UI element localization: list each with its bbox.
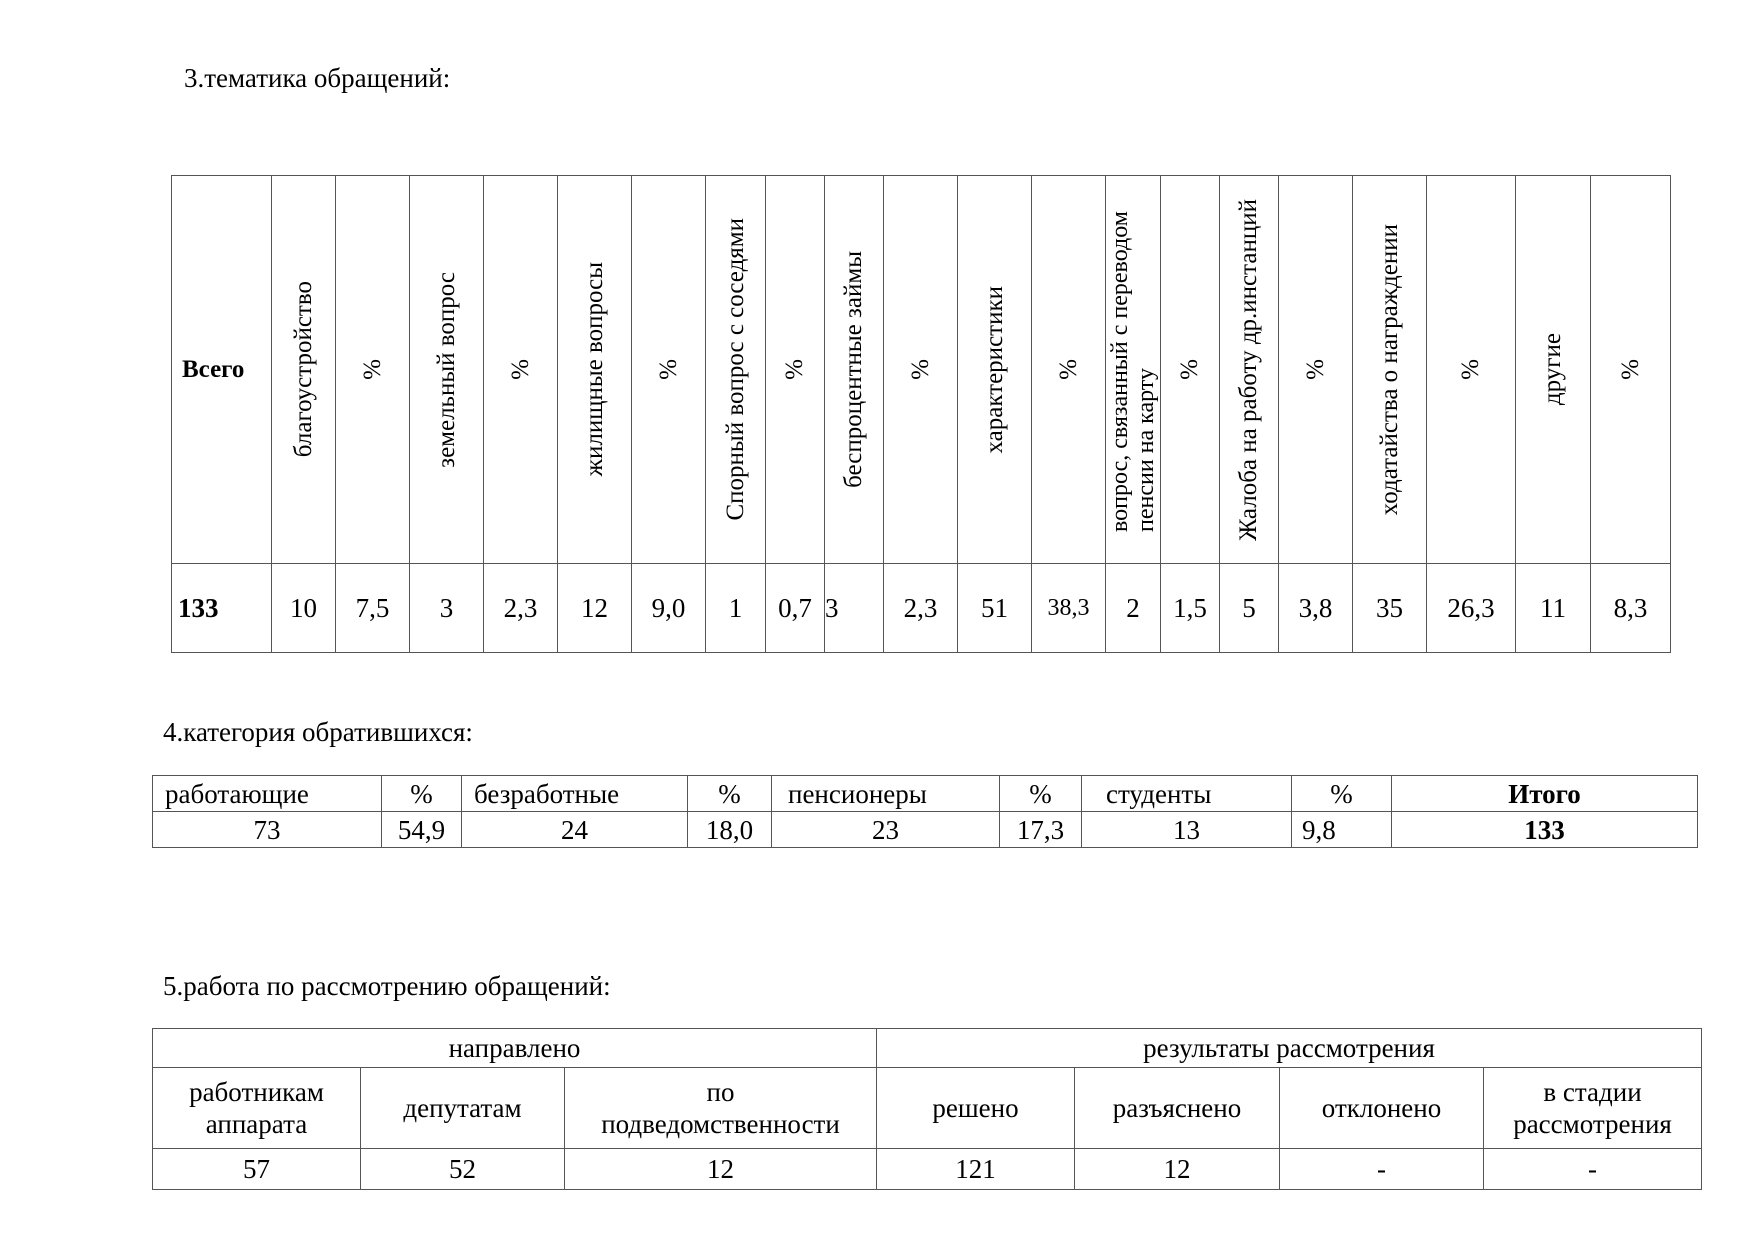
total-value: 133 (1392, 812, 1698, 848)
staff-header: работникам аппарата (153, 1068, 361, 1149)
explained-value: 12 (1075, 1149, 1280, 1190)
percent-value: 2,3 (484, 564, 558, 653)
sent-group-header: направлено (153, 1029, 877, 1068)
percent-value: 1,5 (1161, 564, 1220, 653)
topic-value: 35 (1353, 564, 1427, 653)
review-values-row (153, 1149, 1702, 1190)
percent-value: 18,0 (688, 812, 772, 848)
topic-header: земельный вопрос (410, 176, 484, 564)
percent-header: % (382, 776, 462, 812)
percent-value: 17,3 (1000, 812, 1082, 848)
solved-value: 121 (877, 1149, 1075, 1190)
deputies-header: депутатам (361, 1068, 565, 1149)
percent-value: 0,7 (766, 564, 825, 653)
topic-value: 3 (410, 564, 484, 653)
rejected-header: отклонено (1280, 1068, 1484, 1149)
review-subheader-row (153, 1068, 1702, 1149)
topic-value: 11 (1516, 564, 1591, 653)
percent-value: 8,3 (1591, 564, 1671, 653)
topics-total-value: 133 (172, 564, 272, 653)
topic-value: 1 (706, 564, 766, 653)
category-header: работающие (153, 776, 382, 812)
percent-header: % (1591, 176, 1671, 564)
results-group-header: результаты рассмотрения (877, 1029, 1702, 1068)
percent-header: % (336, 176, 410, 564)
category-header: безработные (462, 776, 688, 812)
topics-values-row (172, 564, 1671, 653)
topic-value: 51 (958, 564, 1032, 653)
staff-value: 57 (153, 1149, 361, 1190)
topic-value: 10 (272, 564, 336, 653)
jurisdiction-value: 12 (565, 1149, 877, 1190)
category-header: пенсионеры (772, 776, 1000, 812)
section5-heading: 5.работа по рассмотрению обращений: (163, 971, 611, 1001)
category-value: 24 (462, 812, 688, 848)
percent-value: 9,0 (632, 564, 706, 653)
total-header: Итого (1392, 776, 1698, 812)
percent-value: 7,5 (336, 564, 410, 653)
topic-value: 3 (825, 564, 884, 653)
pending-value: - (1484, 1149, 1702, 1190)
section4-heading: 4.категория обратившихся: (163, 717, 473, 747)
percent-header: % (1161, 176, 1220, 564)
topic-header: благоустройство (272, 176, 336, 564)
topics-header-row (172, 176, 1671, 564)
topic-header: другие (1516, 176, 1591, 564)
topic-value: 12 (558, 564, 632, 653)
topic-header: ходатайства о награждении (1353, 176, 1427, 564)
topic-header: Спорный вопрос с соседями (706, 176, 766, 564)
percent-value: 2,3 (884, 564, 958, 653)
section3-heading: 3.тематика обращений: (184, 63, 451, 93)
categories-header-row (153, 776, 1698, 812)
topics-table (171, 175, 1671, 653)
category-header: студенты (1082, 776, 1292, 812)
solved-header: решено (877, 1068, 1075, 1149)
percent-value: 54,9 (382, 812, 462, 848)
pending-header: в стадии рассмотрения (1484, 1068, 1702, 1149)
percent-header: % (1292, 776, 1392, 812)
percent-header: % (1279, 176, 1353, 564)
category-value: 13 (1082, 812, 1292, 848)
percent-header: % (766, 176, 825, 564)
topic-value: 5 (1220, 564, 1279, 653)
topic-value: 2 (1106, 564, 1161, 653)
topic-header: Жалоба на работу др.инстанций (1220, 176, 1279, 564)
percent-header: % (1032, 176, 1106, 564)
percent-header: % (688, 776, 772, 812)
percent-value: 26,3 (1427, 564, 1516, 653)
percent-header: % (632, 176, 706, 564)
percent-value: 3,8 (1279, 564, 1353, 653)
percent-header: % (1000, 776, 1082, 812)
topic-header: характеристики (958, 176, 1032, 564)
percent-value: 9,8 (1292, 812, 1392, 848)
review-group-row (153, 1029, 1702, 1068)
percent-header: % (884, 176, 958, 564)
explained-header: разъяснено (1075, 1068, 1280, 1149)
topic-header: беспроцентные займы (825, 176, 884, 564)
category-value: 73 (153, 812, 382, 848)
percent-value: 38,3 (1032, 564, 1106, 653)
rejected-value: - (1280, 1149, 1484, 1190)
category-value: 23 (772, 812, 1000, 848)
topic-header: вопрос, связанный с переводом пенсии на карту (1106, 176, 1161, 564)
percent-header: % (1427, 176, 1516, 564)
percent-header: % (484, 176, 558, 564)
topics-total-header: Всего (172, 176, 272, 564)
deputies-value: 52 (361, 1149, 565, 1190)
topic-header: жилищные вопросы (558, 176, 632, 564)
categories-table (152, 775, 1698, 848)
review-table (152, 1028, 1702, 1190)
categories-values-row (153, 812, 1698, 848)
jurisdiction-header: по подведомственности (565, 1068, 877, 1149)
